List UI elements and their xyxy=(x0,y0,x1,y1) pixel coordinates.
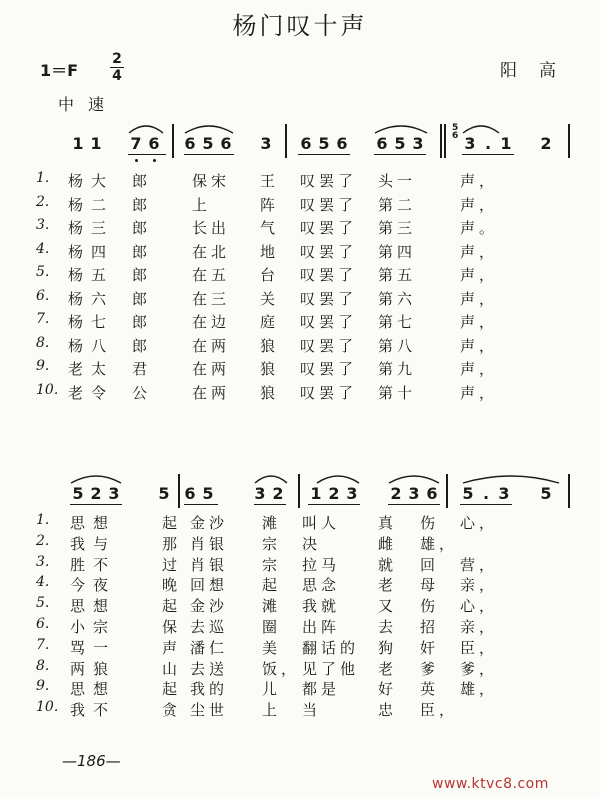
note-18: 2 xyxy=(540,134,552,153)
lyric-word: 君 xyxy=(132,360,152,378)
verse-number: 8. xyxy=(36,657,50,674)
lyric-word: 伤 xyxy=(420,514,440,532)
note-15: 5 xyxy=(462,484,474,503)
lyric-word: 雌 xyxy=(378,534,398,553)
note-6: 5 xyxy=(202,484,214,503)
lyric-word: 关 xyxy=(260,289,280,308)
lyric-word: 郎 xyxy=(132,172,152,190)
barline xyxy=(446,474,448,508)
lyric-word: 台 xyxy=(260,266,280,284)
note-5: 6 xyxy=(184,134,196,153)
lyric-line xyxy=(0,678,600,700)
note-10: 5 xyxy=(318,134,330,153)
lyric-word: 地 xyxy=(260,242,280,261)
lyric-line xyxy=(0,595,600,617)
note-8: 2 xyxy=(272,484,284,503)
slur xyxy=(128,122,164,134)
barline xyxy=(444,124,446,158)
tempo-marking: 中速 xyxy=(58,95,119,114)
lyric-word: 声。 xyxy=(460,219,499,237)
lyric-word: 狗 xyxy=(378,638,398,657)
verse-number: 5. xyxy=(36,595,50,612)
song-title: 杨门叹十声 xyxy=(232,12,368,40)
lyric-word: 叹罢了 xyxy=(300,219,358,237)
lyric-word: 杨四 xyxy=(68,242,115,261)
lyric-word: 在两 xyxy=(192,383,231,402)
note-17: 1 xyxy=(500,134,512,153)
key-signature: 1＝F xyxy=(40,61,79,80)
lyric-word: 声 xyxy=(162,638,182,657)
lyric-word: 老太 xyxy=(68,360,115,378)
note-4: 5 xyxy=(158,484,170,503)
lyric-word: 好 xyxy=(378,680,398,699)
beam-underline xyxy=(374,154,426,155)
lyric-word: 第七 xyxy=(378,313,417,331)
lyric-word: 那 xyxy=(162,534,182,553)
note-7: 6 xyxy=(220,134,232,153)
lyric-word: 山 xyxy=(162,659,182,678)
lyric-word: 第六 xyxy=(378,289,417,308)
lyric-word: 第十 xyxy=(378,383,417,402)
lyric-word: 叹罢了 xyxy=(300,195,358,214)
lyric-word: 出阵 xyxy=(302,618,341,636)
lyric-line xyxy=(0,358,600,380)
lyric-word: 公 xyxy=(132,383,152,402)
lyric-word: 小宗 xyxy=(70,618,117,636)
lyric-line xyxy=(0,574,600,596)
lyric-word: 亲， xyxy=(460,576,499,595)
lyric-word: 宗 xyxy=(262,555,282,574)
lyric-word: 第九 xyxy=(378,360,417,378)
meter-bottom: 4 xyxy=(112,68,122,84)
lyric-word: 叹罢了 xyxy=(300,289,358,308)
lyric-word: 长出 xyxy=(192,219,231,237)
barline xyxy=(440,124,442,158)
slur xyxy=(184,122,234,134)
lyric-word: 杨大 xyxy=(68,172,115,190)
lyric-word: 思想 xyxy=(70,514,117,532)
note-14: 6 xyxy=(426,484,438,503)
lyric-word: 第八 xyxy=(378,336,417,355)
lyric-word: 思想 xyxy=(70,597,117,616)
lyric-word: 声， xyxy=(460,242,499,261)
lyric-word: 老 xyxy=(378,659,398,678)
lyric-word: 心， xyxy=(460,597,499,616)
beam-underline xyxy=(462,154,514,155)
lyric-word: 我就 xyxy=(302,597,341,616)
lyric-word: 都是 xyxy=(302,680,341,699)
lyric-word: 声， xyxy=(460,383,499,402)
verse-number: 5. xyxy=(36,264,50,280)
verse-number: 10. xyxy=(36,381,59,398)
note-15: 3 xyxy=(464,134,476,153)
lyric-word: 儿 xyxy=(262,680,282,699)
lyric-line xyxy=(0,637,600,659)
lyric-word: 叹罢了 xyxy=(300,383,358,402)
lyric-word: 爹 xyxy=(420,659,440,678)
verse-number: 4. xyxy=(36,574,50,591)
lyric-word: 声， xyxy=(460,195,499,214)
beam-underline xyxy=(460,504,512,505)
lyric-word: 亲， xyxy=(460,618,499,636)
note-2: 1 xyxy=(90,134,102,153)
verse-number: 3. xyxy=(36,217,50,233)
note-16: . xyxy=(484,134,492,153)
lyric-word: 第三 xyxy=(378,219,417,237)
lyric-word: 英 xyxy=(420,680,440,699)
beam-underline xyxy=(184,504,218,505)
lyric-word: 郎 xyxy=(132,266,152,284)
verse-number: 7. xyxy=(36,311,50,327)
beam-underline xyxy=(70,504,122,505)
lyric-word: 郎 xyxy=(132,242,152,261)
note-2: 2 xyxy=(90,484,102,503)
lyric-line xyxy=(0,699,600,721)
beam-underline xyxy=(128,154,166,155)
lyric-word: 杨二 xyxy=(68,195,115,214)
lyric-word: 雄， xyxy=(460,680,499,699)
lyric-word: 晚 xyxy=(162,576,182,595)
time-signature xyxy=(110,52,124,83)
lyric-word: 叹罢了 xyxy=(300,336,358,355)
lyric-word: 伤 xyxy=(420,597,440,616)
lyric-line xyxy=(0,194,600,216)
lyric-line xyxy=(0,311,600,333)
lyric-word: 今夜 xyxy=(70,576,117,595)
lyric-line xyxy=(0,288,600,310)
lyric-word: 声， xyxy=(460,313,499,331)
slur xyxy=(462,472,560,484)
slur xyxy=(254,472,288,484)
note-13: 3 xyxy=(408,484,420,503)
lyric-word: 叹罢了 xyxy=(300,313,358,331)
watermark-text: www.ktvc8.com xyxy=(432,776,549,792)
lyric-word: 金沙 xyxy=(190,597,229,616)
lyric-line xyxy=(0,382,600,404)
lyric-word: 肖银 xyxy=(190,555,229,574)
lyric-word: 王 xyxy=(260,172,280,190)
note-8: 3 xyxy=(260,134,272,153)
barline xyxy=(172,124,174,158)
verse-number: 2. xyxy=(36,193,50,210)
note-4: 6 xyxy=(148,134,160,153)
lyric-word: 郎 xyxy=(132,289,152,308)
lyric-word: 我的 xyxy=(190,680,229,699)
grace-notes: 5 6 xyxy=(452,123,459,141)
note-11: 3 xyxy=(346,484,358,503)
lyric-word: 杨三 xyxy=(68,219,115,237)
lyric-word: 去 xyxy=(378,618,398,636)
verse-number: 10. xyxy=(36,699,59,716)
lyric-word: 在五 xyxy=(192,266,231,284)
lyric-word: 臣， xyxy=(460,638,499,657)
lyric-line xyxy=(0,554,600,576)
lyric-line xyxy=(0,217,600,239)
verse-number: 1. xyxy=(36,512,50,528)
lyric-word: 上 xyxy=(192,195,212,214)
lyric-word: 杨五 xyxy=(68,266,115,284)
lyric-word: 保 xyxy=(162,618,182,636)
lyric-line xyxy=(0,616,600,638)
lyric-word: 翻话的 xyxy=(302,638,360,657)
lyric-word: 狼 xyxy=(260,360,280,378)
lyric-word: 声， xyxy=(460,289,499,308)
lyric-line xyxy=(0,533,600,555)
lyric-word: 胜不 xyxy=(70,555,117,574)
lyric-word: 起 xyxy=(262,576,282,595)
lyric-word: 思想 xyxy=(70,680,117,699)
lyric-word: 营， xyxy=(460,555,499,574)
lyric-word: 郎 xyxy=(132,336,152,355)
lyric-word: 决 xyxy=(302,534,322,553)
note-5: 6 xyxy=(184,484,196,503)
lyric-word: 去巡 xyxy=(190,618,229,636)
lyric-word: 声， xyxy=(460,266,499,284)
lyric-word: 起 xyxy=(162,514,182,532)
lyric-word: 第四 xyxy=(378,242,417,261)
verse-number: 6. xyxy=(36,287,50,304)
lyric-word: 我与 xyxy=(70,534,117,553)
note-12: 2 xyxy=(390,484,402,503)
barline xyxy=(298,474,300,508)
lyric-line xyxy=(0,170,600,192)
lyric-word: 圈 xyxy=(262,618,282,636)
verse-number: 1. xyxy=(36,170,50,186)
lyric-line xyxy=(0,241,600,263)
lyric-word: 贪 xyxy=(162,701,182,720)
lyric-word: 心， xyxy=(460,514,499,532)
lyric-word: 声， xyxy=(460,172,499,190)
lyric-word: 宗 xyxy=(262,534,282,553)
note-16: . xyxy=(482,484,490,503)
lyric-word: 回想 xyxy=(190,576,229,595)
lyric-word: 美 xyxy=(262,638,282,657)
note-17: 3 xyxy=(498,484,510,503)
lyric-word: 第二 xyxy=(378,195,417,214)
lyric-word: 气 xyxy=(260,219,280,237)
octave-dot xyxy=(153,159,156,162)
slur xyxy=(388,472,440,484)
lyric-word: 肖银 xyxy=(190,534,229,553)
lyric-word: 郎 xyxy=(132,219,152,237)
lyric-word: 老 xyxy=(378,576,398,595)
page-number: —186— xyxy=(62,752,121,770)
lyric-word: 我不 xyxy=(70,701,117,720)
lyric-word: 滩 xyxy=(262,597,282,616)
lyric-word: 起 xyxy=(162,680,182,699)
note-6: 5 xyxy=(202,134,214,153)
octave-dot xyxy=(135,159,138,162)
lyric-word: 声， xyxy=(460,336,499,355)
lyric-word: 老令 xyxy=(68,383,115,402)
note-9: 1 xyxy=(310,484,322,503)
lyric-word: 叹罢了 xyxy=(300,266,358,284)
lyric-word: 上 xyxy=(262,701,282,720)
lyric-word: 见了他 xyxy=(302,659,360,678)
lyric-word: 在北 xyxy=(192,242,231,261)
lyric-word: 过 xyxy=(162,555,182,574)
lyric-word: 就 xyxy=(378,555,398,574)
lyric-word: 叫人 xyxy=(302,514,341,532)
note-7: 3 xyxy=(254,484,266,503)
verse-number: 8. xyxy=(36,334,50,351)
barline xyxy=(568,124,570,158)
lyric-word: 骂一 xyxy=(70,638,117,657)
lyric-line xyxy=(0,264,600,286)
lyric-word: 回 xyxy=(420,555,440,574)
lyric-word: 滩 xyxy=(262,514,282,532)
lyric-line xyxy=(0,658,600,680)
beam-underline xyxy=(308,504,360,505)
lyric-word: 去送 xyxy=(190,659,229,678)
meter-top: 2 xyxy=(112,51,122,67)
lyric-word: 思念 xyxy=(302,576,341,595)
lyric-line xyxy=(0,335,600,357)
lyric-word: 在三 xyxy=(192,289,231,308)
lyric-word: 臣， xyxy=(420,701,459,720)
lyric-word: 饭， xyxy=(262,659,301,678)
lyric-word: 庭 xyxy=(260,313,280,331)
lyric-word: 叹罢了 xyxy=(300,360,358,378)
note-10: 2 xyxy=(328,484,340,503)
lyric-word: 保宋 xyxy=(192,172,231,190)
verse-number: 2. xyxy=(36,532,50,549)
note-14: 3 xyxy=(412,134,424,153)
note-13: 5 xyxy=(394,134,406,153)
lyric-word: 奸 xyxy=(420,638,440,657)
lyric-word: 金沙 xyxy=(190,514,229,532)
verse-number: 9. xyxy=(36,358,50,374)
beam-underline xyxy=(298,154,350,155)
lyric-word: 狼 xyxy=(260,336,280,355)
lyric-word: 尘世 xyxy=(190,701,229,720)
verse-number: 7. xyxy=(36,636,50,653)
note-12: 6 xyxy=(376,134,388,153)
lyric-word: 声， xyxy=(460,360,499,378)
note-18: 5 xyxy=(540,484,552,503)
lyric-word: 郎 xyxy=(132,313,152,331)
lyric-word: 两狼 xyxy=(70,659,117,678)
lyric-word: 头一 xyxy=(378,172,417,190)
verse-number: 3. xyxy=(36,553,50,570)
note-3: 7 xyxy=(130,134,142,153)
lyric-line xyxy=(0,512,600,534)
beam-underline xyxy=(184,154,234,155)
lyric-word: 招 xyxy=(420,618,440,636)
lyric-word: 叹罢了 xyxy=(300,242,358,261)
lyric-word: 在两 xyxy=(192,336,231,355)
lyric-word: 雄， xyxy=(420,534,459,553)
note-11: 6 xyxy=(336,134,348,153)
lyric-word: 在两 xyxy=(192,360,231,378)
lyric-word: 又 xyxy=(378,597,398,616)
barline xyxy=(285,124,287,158)
lyric-word: 拉马 xyxy=(302,555,341,574)
verse-number: 9. xyxy=(36,678,50,695)
lyric-word: 在边 xyxy=(192,313,231,331)
lyric-word: 忠 xyxy=(378,701,398,720)
barline xyxy=(568,474,570,508)
lyric-word: 狼 xyxy=(260,383,280,402)
verse-number: 6. xyxy=(36,616,50,632)
note-9: 6 xyxy=(300,134,312,153)
composer-name: 阳高 xyxy=(500,61,578,81)
note-1: 5 xyxy=(72,484,84,503)
lyric-word: 真 xyxy=(378,514,398,532)
verse-number: 4. xyxy=(36,240,50,257)
lyric-word: 杨八 xyxy=(68,336,115,355)
note-1: 1 xyxy=(72,134,84,153)
slur xyxy=(316,472,360,484)
beam-underline xyxy=(254,504,286,505)
slur xyxy=(462,122,500,134)
lyric-word: 当 xyxy=(302,701,322,720)
barline xyxy=(178,474,180,508)
lyric-word: 杨六 xyxy=(68,289,115,308)
lyric-word: 郎 xyxy=(132,195,152,214)
lyric-word: 阵 xyxy=(260,195,280,214)
lyric-word: 起 xyxy=(162,597,182,616)
lyric-word: 叹罢了 xyxy=(300,172,358,190)
lyric-word: 母 xyxy=(420,576,440,595)
lyric-word: 潘仁 xyxy=(190,638,229,657)
note-3: 3 xyxy=(108,484,120,503)
lyric-word: 爹， xyxy=(460,659,499,678)
lyric-word: 杨七 xyxy=(68,313,115,331)
slur xyxy=(70,472,122,484)
beam-underline xyxy=(388,504,440,505)
lyric-word: 第五 xyxy=(378,266,417,284)
slur xyxy=(374,122,428,134)
